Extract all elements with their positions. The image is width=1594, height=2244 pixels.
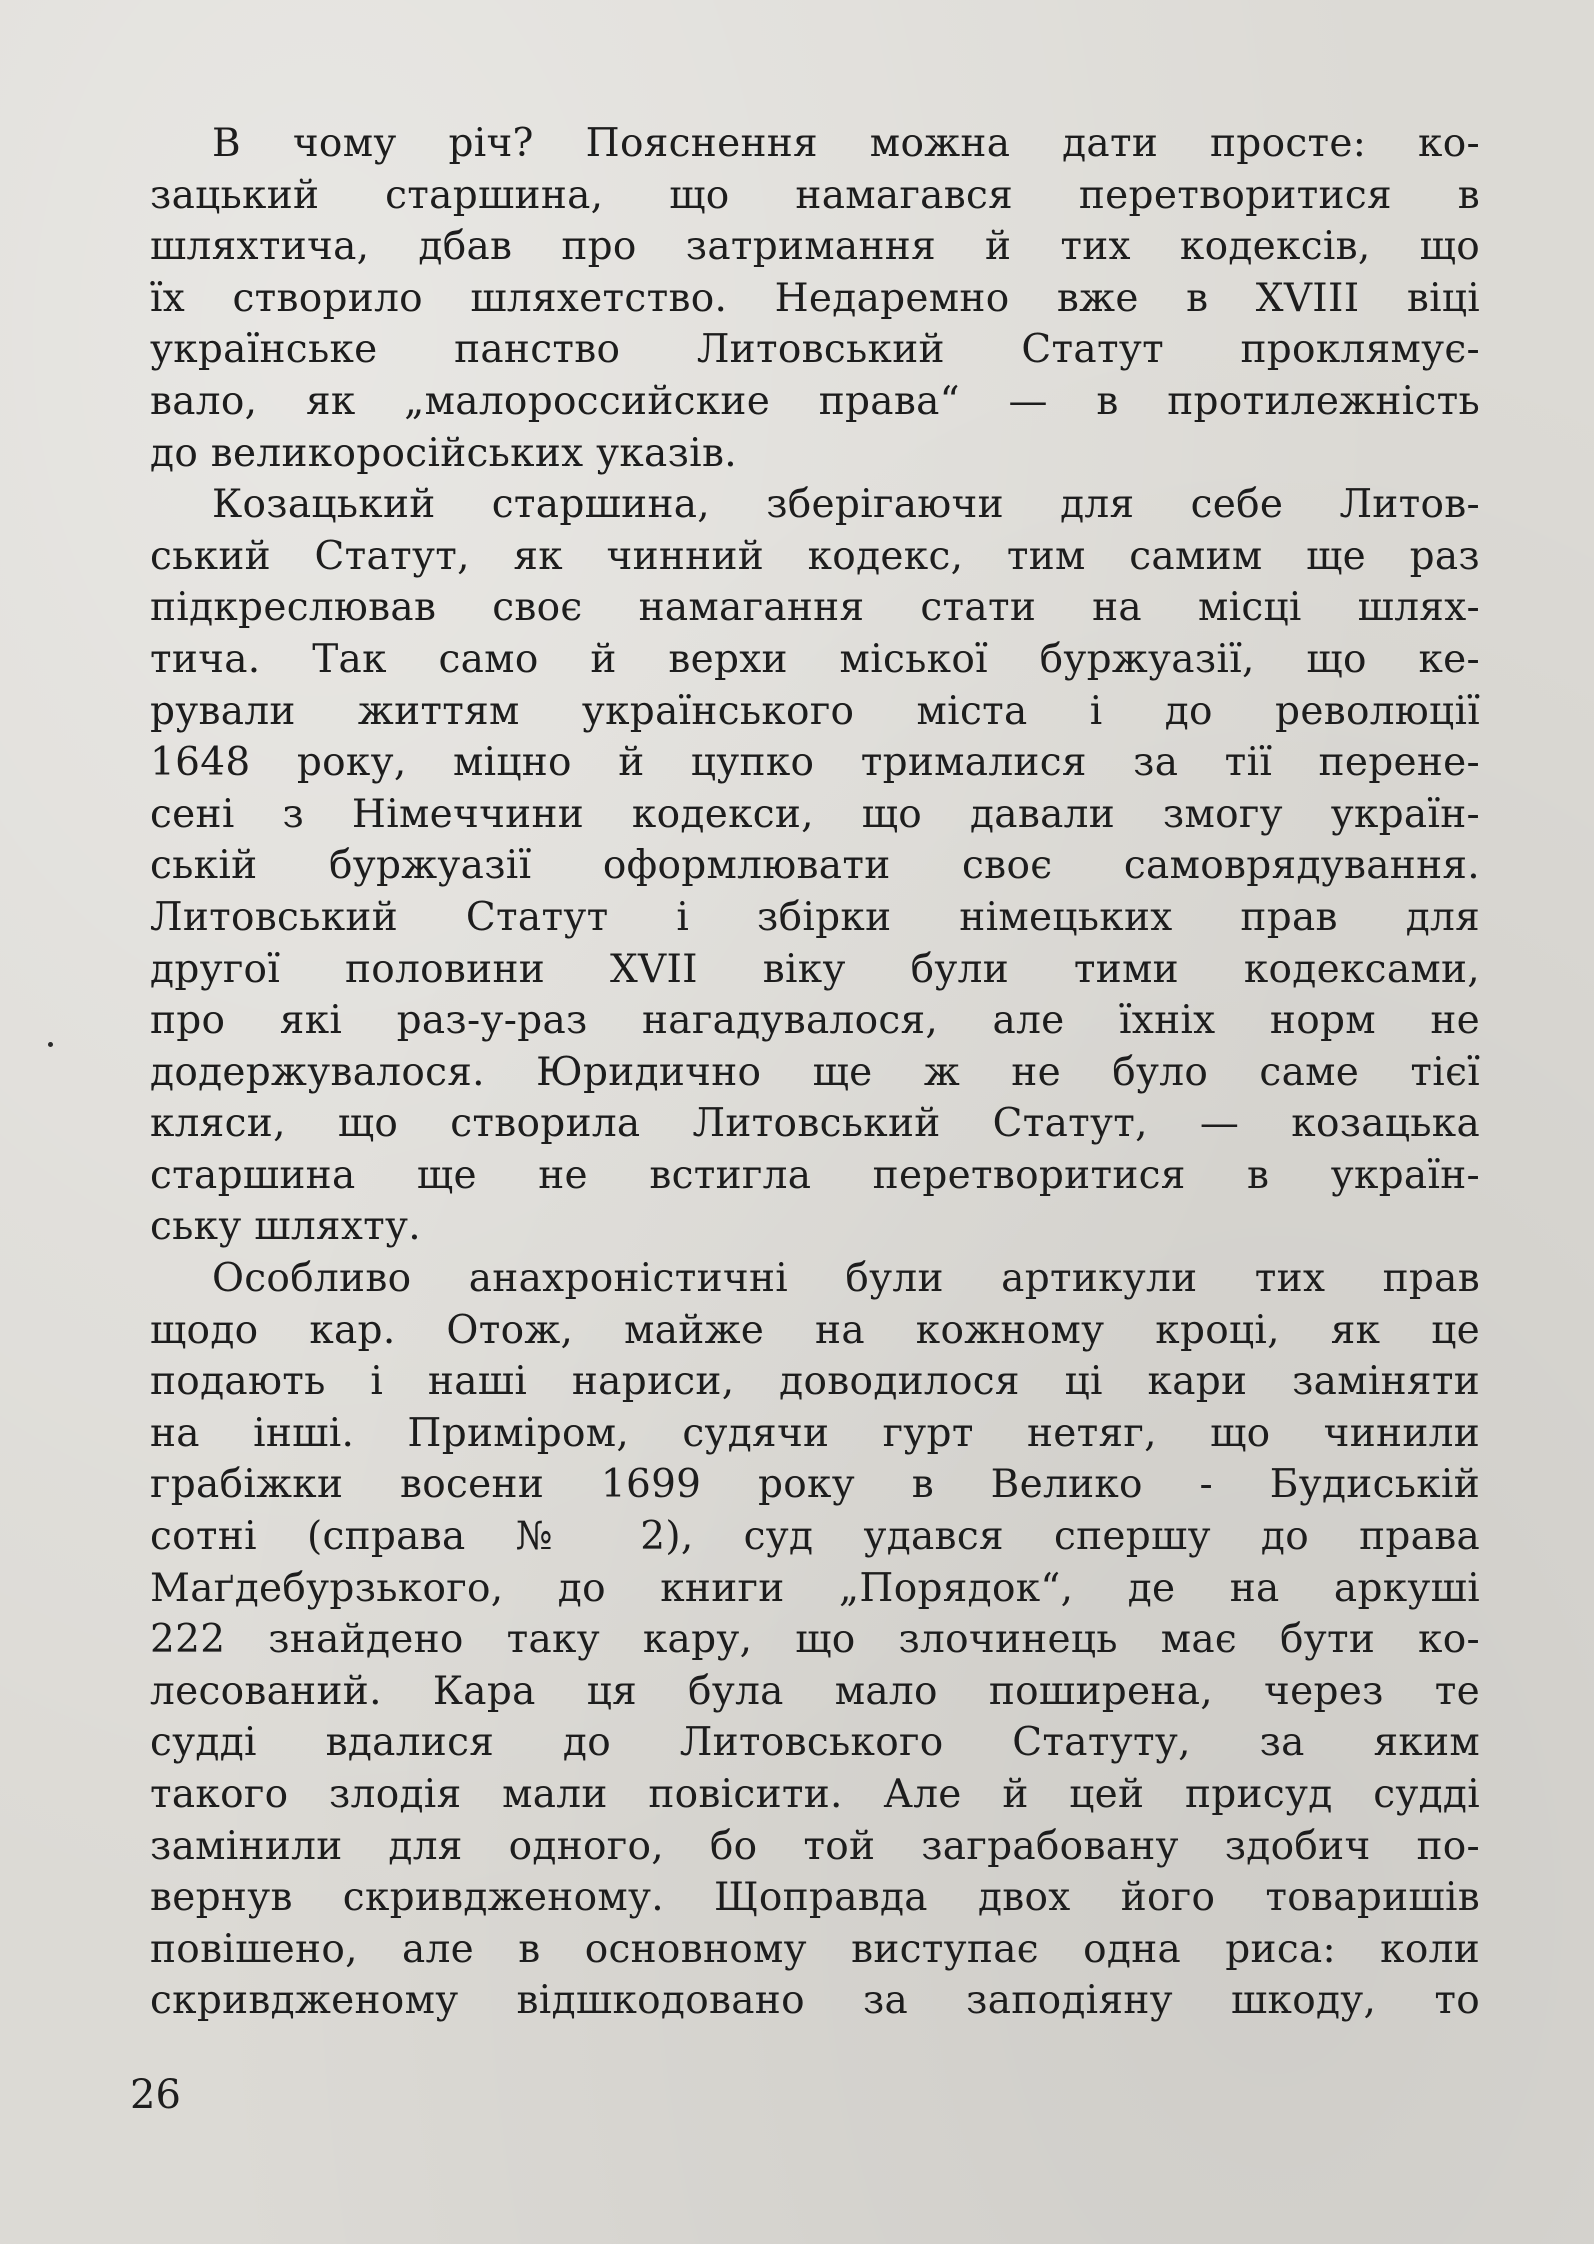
text-line: про які раз-у-раз нагадувалося, але їхніх норм не [150, 998, 1480, 1044]
body-text [150, 118, 1480, 2027]
text-line: ську шляхту. [150, 1204, 421, 1250]
text-line: щодо кар. Отож, майже на кожному кроці, як це [150, 1307, 1480, 1353]
text-line: вало, як „малороссийские права“ — в протилежність [150, 378, 1480, 424]
text-line: ській буржуазії оформлювати своє самоврядування. [150, 843, 1480, 889]
text-line: ський Статут, як чинний кодекс, тим самим ще раз [150, 533, 1480, 579]
text-line: Козацький старшина, зберігаючи для себе Литов- [212, 482, 1480, 528]
text-line: такого злодія мали повісити. Але й цей присуд судді [150, 1772, 1480, 1817]
ink-speck [48, 1042, 53, 1047]
text-line: повішено, але в основному виступає одна риса: коли [150, 1926, 1480, 1972]
text-line: додержувалося. Юридично ще ж не було саме тієї [150, 1049, 1480, 1095]
text-line: зацький старшина, що намагався перетворитися в [150, 172, 1480, 218]
text-line: 1648 року, міцно й цупко трималися за тії перене- [150, 740, 1480, 786]
text-line: грабіжки восени 1699 року в Велико - Будиській [150, 1462, 1480, 1508]
text-line: старшина ще не встигла перетворитися в україн- [150, 1152, 1480, 1198]
text-line: українське панство Литовський Статут проклямує- [150, 327, 1480, 373]
paragraph-1 [150, 118, 1480, 479]
text-line: подають і наші нариси, доводилося ці кари заміняти [150, 1359, 1480, 1405]
text-line: сотні (справа № 2), суд удався спершу до права [150, 1514, 1480, 1560]
text-line: кляси, що створила Литовський Статут, — козацька [150, 1101, 1480, 1147]
text-line: рували життям українського міста і до революції [150, 688, 1480, 734]
text-line: їх створило шляхетство. Недаремно вже в XVIII віці [150, 275, 1480, 321]
text-line: лесований. Кара ця була мало поширена, через те [150, 1668, 1480, 1714]
text-line: скривдженому відшкодовано за заподіяну шкоду, то [150, 1978, 1480, 2024]
text-line: другої половини XVII віку були тими кодексами, [150, 946, 1480, 992]
text-line: тича. Так само й верхи міської буржуазії, що ке- [150, 636, 1480, 682]
text-line: 222 знайдено таку кару, що злочинець має бути ко- [150, 1617, 1480, 1663]
paragraph-3 [150, 1253, 1480, 2027]
text-line: судді вдалися до Литовського Статуту, за яким [150, 1720, 1480, 1766]
paragraph-2 [150, 479, 1480, 1253]
page-number: 26 [130, 2072, 181, 2118]
text-line: шляхтича, дбав про затримання й тих кодексів, що [150, 224, 1480, 270]
text-line: замінили для одного, бо той заграбовану здобич по- [150, 1823, 1480, 1869]
text-line: Маґдебурзького, до книги „Порядок“, де на аркуші [150, 1565, 1480, 1611]
text-line: підкреслював своє намагання стати на місці шлях- [150, 585, 1480, 631]
text-line: Особливо анахроністичні були артикули тих прав [212, 1256, 1480, 1302]
text-line: сені з Німеччини кодекси, що давали змогу україн- [150, 791, 1480, 837]
text-line: вернув скривдженому. Щоправда двох його товаришів [150, 1875, 1480, 1921]
text-line: на інші. Приміром, судячи гурт нетяг, що чинили [150, 1410, 1480, 1456]
text-line: В чому річ? Пояснення можна дати просте: ко- [212, 121, 1480, 166]
text-line: до великоросійських указів. [150, 430, 737, 476]
text-line: Литовський Статут і збірки німецьких прав для [150, 894, 1480, 940]
